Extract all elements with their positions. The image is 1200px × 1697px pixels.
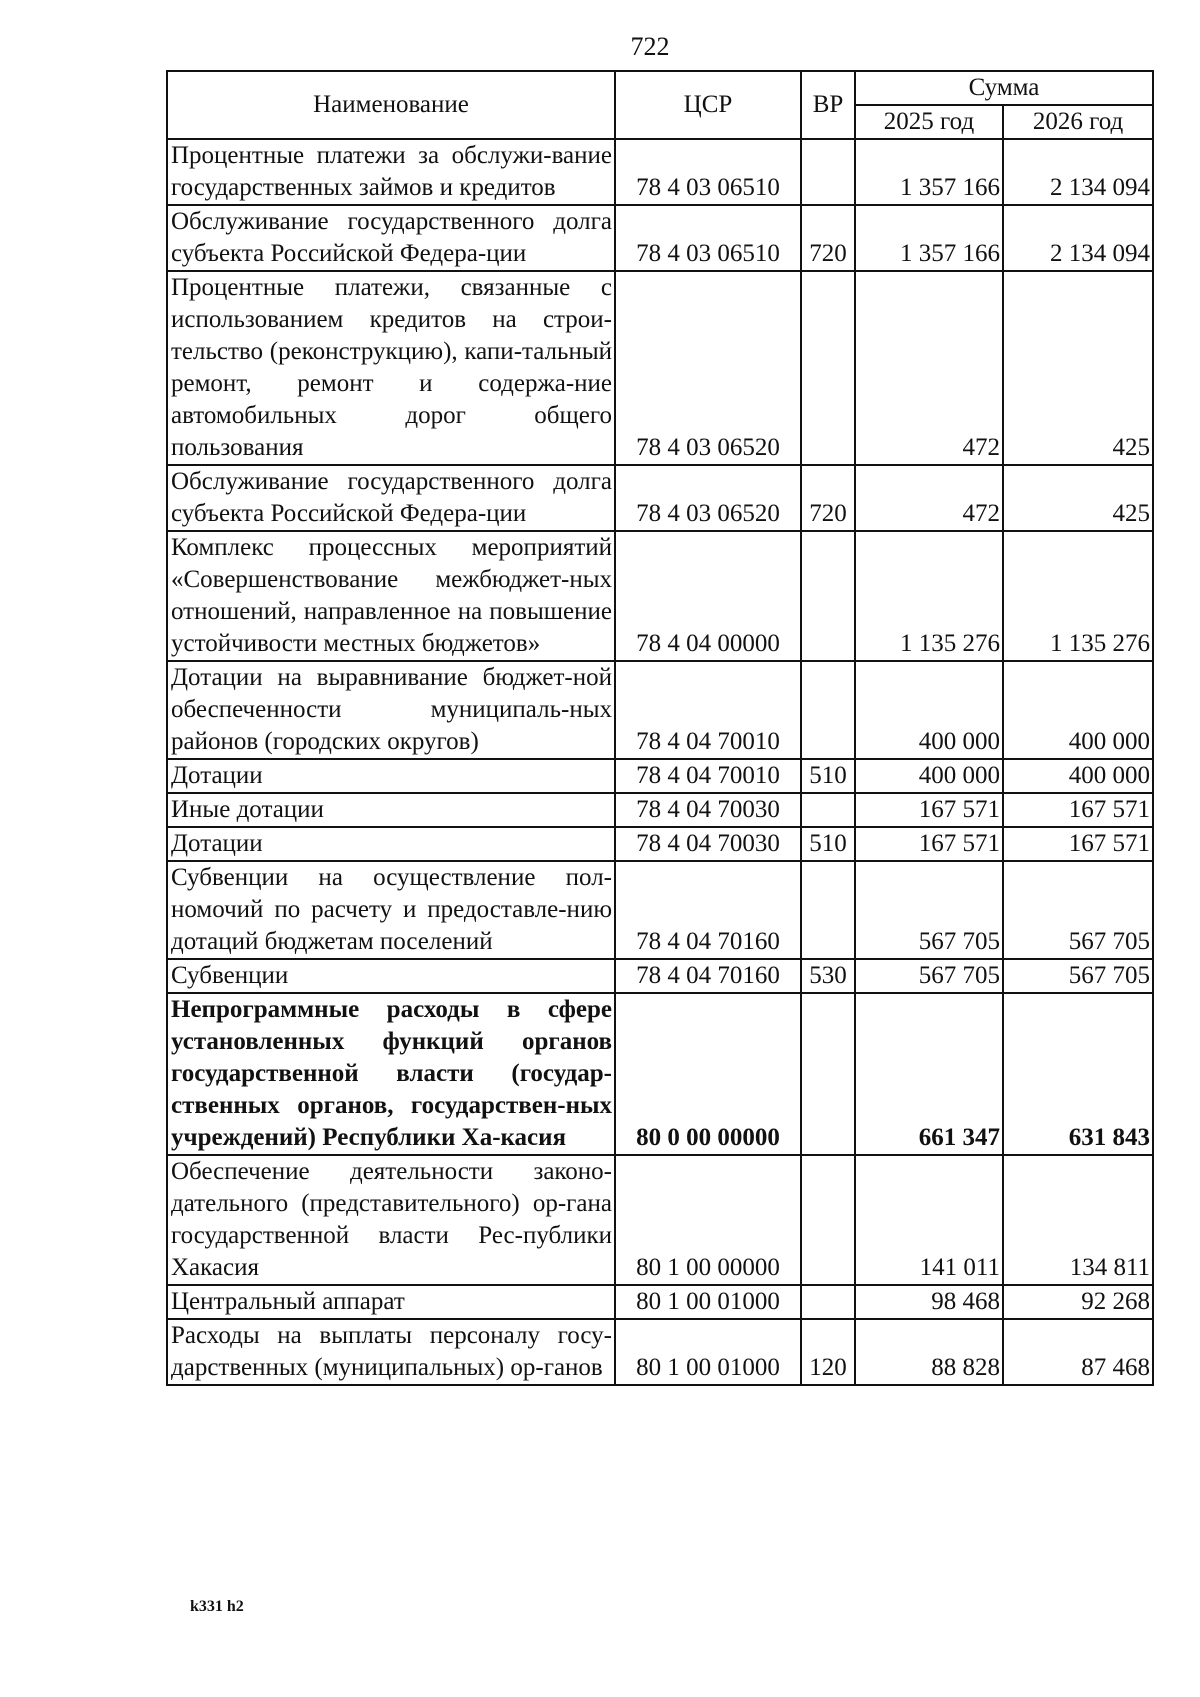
row-name: Комплекс процессных мероприятий «Совершенствование межбюджет-ных отношений, направленное на повышение устойчивости местных бюджетов»: [167, 531, 615, 661]
row-csr: 78 4 04 70010: [615, 759, 801, 793]
row-name: Субвенции на осуществление пол-номочий по расчету и предоставле-нию дотаций бюджетам поселений: [167, 861, 615, 959]
table-row: [167, 205, 1153, 271]
row-vr: [801, 861, 855, 959]
row-name: Центральный аппарат: [167, 1285, 615, 1319]
table-row: [167, 993, 1153, 1155]
row-amount-2026: 2 134 094: [1003, 205, 1153, 271]
table-row: [167, 827, 1153, 861]
row-csr: 78 4 04 70010: [615, 661, 801, 759]
row-csr: 78 4 04 70160: [615, 959, 801, 993]
row-csr: 80 1 00 01000: [615, 1285, 801, 1319]
row-csr: 78 4 04 70030: [615, 793, 801, 827]
row-name: Обеспечение деятельности законо-дательного (представительного) ор-гана государственной власти Рес-публики Хакасия: [167, 1155, 615, 1285]
row-vr: 720: [801, 465, 855, 531]
row-csr: 80 1 00 00000: [615, 1155, 801, 1285]
row-name: Дотации: [167, 759, 615, 793]
row-amount-2025: 400 000: [855, 661, 1003, 759]
table-row: [167, 661, 1153, 759]
row-amount-2025: 567 705: [855, 959, 1003, 993]
row-vr: [801, 139, 855, 205]
row-vr: 120: [801, 1319, 855, 1385]
row-amount-2026: 631 843: [1003, 993, 1153, 1155]
header-year-2026: 2026 год: [1003, 105, 1153, 139]
row-vr: 720: [801, 205, 855, 271]
row-csr: 78 4 03 06510: [615, 139, 801, 205]
row-amount-2026: 567 705: [1003, 959, 1153, 993]
row-amount-2025: 1 357 166: [855, 139, 1003, 205]
table-row: [167, 793, 1153, 827]
row-amount-2026: 2 134 094: [1003, 139, 1153, 205]
row-amount-2026: 134 811: [1003, 1155, 1153, 1285]
table-row: [167, 861, 1153, 959]
row-vr: [801, 531, 855, 661]
row-amount-2025: 1 135 276: [855, 531, 1003, 661]
row-amount-2025: 567 705: [855, 861, 1003, 959]
table-row: [167, 465, 1153, 531]
row-name: Непрограммные расходы в сфере установленных функций органов государственной власти (государ-ственных органов, государствен-ных учреждений) Республики Ха-касия: [167, 993, 615, 1155]
header-year-2025: 2025 год: [855, 105, 1003, 139]
row-amount-2025: 472: [855, 271, 1003, 465]
row-amount-2026: 1 135 276: [1003, 531, 1153, 661]
row-name: Процентные платежи, связанные с использованием кредитов на строи-тельство (реконструкцию), капи-тальный ремонт, ремонт и содержа-ние автомобильных дорог общего пользования: [167, 271, 615, 465]
row-amount-2025: 1 357 166: [855, 205, 1003, 271]
row-csr: 78 4 03 06510: [615, 205, 801, 271]
header-vr: ВР: [801, 71, 855, 139]
row-amount-2026: 425: [1003, 465, 1153, 531]
row-name: Дотации на выравнивание бюджет-ной обеспеченности муниципаль-ных районов (городских округов): [167, 661, 615, 759]
row-vr: [801, 793, 855, 827]
table-row: [167, 139, 1153, 205]
row-amount-2025: 141 011: [855, 1155, 1003, 1285]
row-amount-2025: 400 000: [855, 759, 1003, 793]
row-vr: [801, 993, 855, 1155]
row-amount-2025: 167 571: [855, 793, 1003, 827]
row-name: Обслуживание государственного долга субъекта Российской Федера-ции: [167, 205, 615, 271]
row-amount-2025: 98 468: [855, 1285, 1003, 1319]
header-csr: ЦСР: [615, 71, 801, 139]
row-name: Дотации: [167, 827, 615, 861]
row-amount-2025: 472: [855, 465, 1003, 531]
budget-table: [166, 70, 1154, 1386]
row-name: Иные дотации: [167, 793, 615, 827]
row-amount-2025: 88 828: [855, 1319, 1003, 1385]
row-vr: [801, 1155, 855, 1285]
row-csr: 78 4 04 70160: [615, 861, 801, 959]
page-number: 722: [630, 32, 670, 61]
row-name: Процентные платежи за обслужи-вание государственных займов и кредитов: [167, 139, 615, 205]
row-csr: 78 4 04 70030: [615, 827, 801, 861]
row-amount-2026: 400 000: [1003, 661, 1153, 759]
row-vr: 510: [801, 759, 855, 793]
header-sum: Сумма: [855, 71, 1153, 105]
row-name: Субвенции: [167, 959, 615, 993]
row-csr: 80 0 00 00000: [615, 993, 801, 1155]
row-vr: [801, 271, 855, 465]
row-amount-2026: 167 571: [1003, 827, 1153, 861]
table-row: [167, 1155, 1153, 1285]
header-row: [167, 71, 1153, 105]
table-row: [167, 531, 1153, 661]
row-csr: 78 4 04 00000: [615, 531, 801, 661]
row-amount-2026: 425: [1003, 271, 1153, 465]
row-csr: 78 4 03 06520: [615, 465, 801, 531]
row-amount-2026: 167 571: [1003, 793, 1153, 827]
table-body: [167, 139, 1153, 1385]
row-vr: [801, 661, 855, 759]
header-name: Наименование: [167, 71, 615, 139]
row-csr: 80 1 00 01000: [615, 1319, 801, 1385]
table-row: [167, 959, 1153, 993]
row-csr: 78 4 03 06520: [615, 271, 801, 465]
row-amount-2026: 400 000: [1003, 759, 1153, 793]
row-amount-2026: 567 705: [1003, 861, 1153, 959]
row-vr: 530: [801, 959, 855, 993]
row-amount-2026: 87 468: [1003, 1319, 1153, 1385]
row-name: Расходы на выплаты персоналу госу-дарственных (муниципальных) ор-ганов: [167, 1319, 615, 1385]
footer-code: k331 h2: [190, 1598, 244, 1615]
row-amount-2025: 661 347: [855, 993, 1003, 1155]
table-row: [167, 271, 1153, 465]
table-row: [167, 1319, 1153, 1385]
table-row: [167, 759, 1153, 793]
row-vr: [801, 1285, 855, 1319]
row-vr: 510: [801, 827, 855, 861]
row-amount-2025: 167 571: [855, 827, 1003, 861]
row-name: Обслуживание государственного долга субъекта Российской Федера-ции: [167, 465, 615, 531]
table-row: [167, 1285, 1153, 1319]
row-amount-2026: 92 268: [1003, 1285, 1153, 1319]
